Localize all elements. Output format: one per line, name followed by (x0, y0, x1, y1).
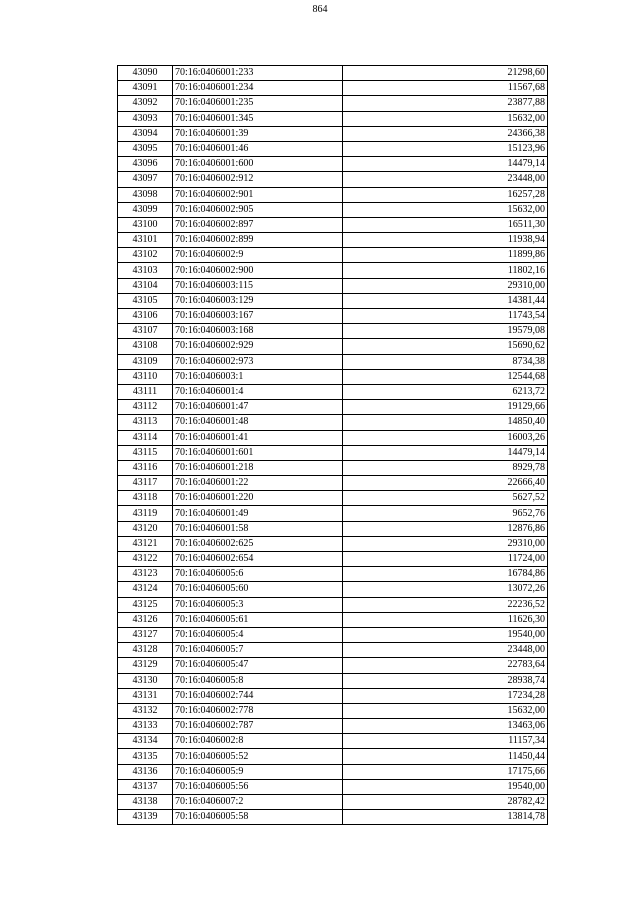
table-row (118, 141, 548, 156)
table-row (118, 384, 548, 399)
cadastral-number-cell: 70:16:0406005:7 (173, 643, 343, 658)
value-cell: 12544,68 (343, 369, 548, 384)
cadastral-number-cell: 70:16:0406002:897 (173, 217, 343, 232)
row-number-cell: 43107 (118, 324, 173, 339)
row-number-cell: 43098 (118, 187, 173, 202)
value-cell: 19540,00 (343, 779, 548, 794)
table-row (118, 369, 548, 384)
cadastral-number-cell: 70:16:0406005:47 (173, 658, 343, 673)
row-number-cell: 43125 (118, 597, 173, 612)
value-cell: 16003,26 (343, 430, 548, 445)
table-row (118, 66, 548, 81)
table-row (118, 582, 548, 597)
table-row (118, 126, 548, 141)
table-row (118, 278, 548, 293)
value-cell: 11450,44 (343, 749, 548, 764)
value-cell: 14479,14 (343, 157, 548, 172)
value-cell: 14850,40 (343, 415, 548, 430)
table-row (118, 430, 548, 445)
table-row (118, 460, 548, 475)
table-row (118, 749, 548, 764)
row-number-cell: 43094 (118, 126, 173, 141)
table-row (118, 96, 548, 111)
cadastral-number-cell: 70:16:0406001:46 (173, 141, 343, 156)
table-row (118, 795, 548, 810)
value-cell: 19129,66 (343, 400, 548, 415)
table-row (118, 688, 548, 703)
table-row (118, 445, 548, 460)
cadastral-number-cell: 70:16:0406003:115 (173, 278, 343, 293)
row-number-cell: 43095 (118, 141, 173, 156)
table-row (118, 400, 548, 415)
cadastral-number-cell: 70:16:0406001:233 (173, 66, 343, 81)
cadastral-number-cell: 70:16:0406002:625 (173, 536, 343, 551)
row-number-cell: 43092 (118, 96, 173, 111)
table-row (118, 233, 548, 248)
value-cell: 17175,66 (343, 764, 548, 779)
cadastral-number-cell: 70:16:0406005:6 (173, 567, 343, 582)
value-cell: 23448,00 (343, 172, 548, 187)
row-number-cell: 43122 (118, 552, 173, 567)
row-number-cell: 43104 (118, 278, 173, 293)
row-number-cell: 43113 (118, 415, 173, 430)
value-cell: 8734,38 (343, 354, 548, 369)
row-number-cell: 43132 (118, 703, 173, 718)
table-row (118, 202, 548, 217)
cadastral-number-cell: 70:16:0406001:235 (173, 96, 343, 111)
value-cell: 16257,28 (343, 187, 548, 202)
value-cell: 13463,06 (343, 719, 548, 734)
value-cell: 16784,86 (343, 567, 548, 582)
cadastral-number-cell: 70:16:0406002:744 (173, 688, 343, 703)
cadastral-number-cell: 70:16:0406002:929 (173, 339, 343, 354)
cadastral-number-cell: 70:16:0406001:47 (173, 400, 343, 415)
table-row (118, 248, 548, 263)
value-cell: 5627,52 (343, 491, 548, 506)
cadastral-number-cell: 70:16:0406001:39 (173, 126, 343, 141)
value-cell: 12876,86 (343, 521, 548, 536)
cadastral-number-cell: 70:16:0406005:3 (173, 597, 343, 612)
cadastral-number-cell: 70:16:0406002:654 (173, 552, 343, 567)
table-row (118, 157, 548, 172)
cadastral-number-cell: 70:16:0406001:345 (173, 111, 343, 126)
value-cell: 9652,76 (343, 506, 548, 521)
table-row (118, 673, 548, 688)
cadastral-number-cell: 70:16:0406001:49 (173, 506, 343, 521)
cadastral-number-cell: 70:16:0406001:218 (173, 460, 343, 475)
row-number-cell: 43116 (118, 460, 173, 475)
row-number-cell: 43091 (118, 81, 173, 96)
cadastral-number-cell: 70:16:0406002:912 (173, 172, 343, 187)
row-number-cell: 43120 (118, 521, 173, 536)
row-number-cell: 43096 (118, 157, 173, 172)
value-cell: 19579,08 (343, 324, 548, 339)
row-number-cell: 43127 (118, 627, 173, 642)
cadastral-number-cell: 70:16:0406002:899 (173, 233, 343, 248)
cadastral-number-cell: 70:16:0406005:60 (173, 582, 343, 597)
cadastral-number-cell: 70:16:0406003:129 (173, 293, 343, 308)
table-row (118, 658, 548, 673)
page-number: 864 (312, 4, 328, 15)
row-number-cell: 43121 (118, 536, 173, 551)
table-row (118, 643, 548, 658)
row-number-cell: 43093 (118, 111, 173, 126)
value-cell: 17234,28 (343, 688, 548, 703)
table-row (118, 612, 548, 627)
value-cell: 6213,72 (343, 384, 548, 399)
cadastral-number-cell: 70:16:0406001:58 (173, 521, 343, 536)
cadastral-number-cell: 70:16:0406002:905 (173, 202, 343, 217)
value-cell: 11743,54 (343, 309, 548, 324)
row-number-cell: 43124 (118, 582, 173, 597)
row-number-cell: 43129 (118, 658, 173, 673)
row-number-cell: 43134 (118, 734, 173, 749)
row-number-cell: 43114 (118, 430, 173, 445)
table-row (118, 111, 548, 126)
table-row (118, 810, 548, 825)
row-number-cell: 43135 (118, 749, 173, 764)
cadastral-number-cell: 70:16:0406001:234 (173, 81, 343, 96)
cadastral-number-cell: 70:16:0406001:220 (173, 491, 343, 506)
cadastral-number-cell: 70:16:0406002:787 (173, 719, 343, 734)
value-cell: 13814,78 (343, 810, 548, 825)
cadastral-number-cell: 70:16:0406002:9 (173, 248, 343, 263)
table-row (118, 764, 548, 779)
row-number-cell: 43099 (118, 202, 173, 217)
cadastral-number-cell: 70:16:0406005:56 (173, 779, 343, 794)
cadastral-number-cell: 70:16:0406002:778 (173, 703, 343, 718)
value-cell: 8929,78 (343, 460, 548, 475)
cadastral-number-cell: 70:16:0406001:600 (173, 157, 343, 172)
cadastral-number-cell: 70:16:0406002:8 (173, 734, 343, 749)
value-cell: 22783,64 (343, 658, 548, 673)
value-cell: 15690,62 (343, 339, 548, 354)
row-number-cell: 43139 (118, 810, 173, 825)
table-row (118, 309, 548, 324)
cadastral-number-cell: 70:16:0406005:8 (173, 673, 343, 688)
value-cell: 22236,52 (343, 597, 548, 612)
table-row (118, 81, 548, 96)
value-cell: 14479,14 (343, 445, 548, 460)
cadastral-number-cell: 70:16:0406005:9 (173, 764, 343, 779)
value-cell: 15632,00 (343, 703, 548, 718)
row-number-cell: 43126 (118, 612, 173, 627)
row-number-cell: 43106 (118, 309, 173, 324)
value-cell: 15632,00 (343, 202, 548, 217)
row-number-cell: 43111 (118, 384, 173, 399)
row-number-cell: 43133 (118, 719, 173, 734)
table-row (118, 703, 548, 718)
cadastral-number-cell: 70:16:0406005:58 (173, 810, 343, 825)
row-number-cell: 43138 (118, 795, 173, 810)
row-number-cell: 43136 (118, 764, 173, 779)
value-cell: 21298,60 (343, 66, 548, 81)
cadastral-number-cell: 70:16:0406002:973 (173, 354, 343, 369)
cadastral-number-cell: 70:16:0406005:52 (173, 749, 343, 764)
table-row (118, 597, 548, 612)
row-number-cell: 43117 (118, 476, 173, 491)
value-cell: 29310,00 (343, 536, 548, 551)
row-number-cell: 43119 (118, 506, 173, 521)
value-cell: 11567,68 (343, 81, 548, 96)
value-cell: 11626,30 (343, 612, 548, 627)
table-body (118, 66, 548, 825)
table-row (118, 263, 548, 278)
row-number-cell: 43123 (118, 567, 173, 582)
value-cell: 15632,00 (343, 111, 548, 126)
cadastral-number-cell: 70:16:0406003:168 (173, 324, 343, 339)
cadastral-number-cell: 70:16:0406001:601 (173, 445, 343, 460)
value-cell: 11724,00 (343, 552, 548, 567)
row-number-cell: 43109 (118, 354, 173, 369)
row-number-cell: 43118 (118, 491, 173, 506)
value-cell: 24366,38 (343, 126, 548, 141)
cadastral-number-cell: 70:16:0406001:41 (173, 430, 343, 445)
value-cell: 13072,26 (343, 582, 548, 597)
value-cell: 22666,40 (343, 476, 548, 491)
row-number-cell: 43108 (118, 339, 173, 354)
value-cell: 29310,00 (343, 278, 548, 293)
table-row (118, 293, 548, 308)
table-row (118, 217, 548, 232)
table-row (118, 734, 548, 749)
value-cell: 11938,94 (343, 233, 548, 248)
cadastral-number-cell: 70:16:0406005:61 (173, 612, 343, 627)
cadastral-number-cell: 70:16:0406003:1 (173, 369, 343, 384)
value-cell: 23448,00 (343, 643, 548, 658)
table-row (118, 627, 548, 642)
table-row (118, 354, 548, 369)
table-row (118, 506, 548, 521)
value-cell: 23877,88 (343, 96, 548, 111)
table-row (118, 536, 548, 551)
row-number-cell: 43131 (118, 688, 173, 703)
table-row (118, 521, 548, 536)
row-number-cell: 43130 (118, 673, 173, 688)
row-number-cell: 43100 (118, 217, 173, 232)
value-cell: 28782,42 (343, 795, 548, 810)
table-row (118, 552, 548, 567)
value-cell: 19540,00 (343, 627, 548, 642)
row-number-cell: 43101 (118, 233, 173, 248)
table-row (118, 719, 548, 734)
row-number-cell: 43112 (118, 400, 173, 415)
table-row (118, 172, 548, 187)
value-cell: 28938,74 (343, 673, 548, 688)
row-number-cell: 43103 (118, 263, 173, 278)
row-number-cell: 43105 (118, 293, 173, 308)
value-cell: 11802,16 (343, 263, 548, 278)
table-row (118, 476, 548, 491)
cadastral-number-cell: 70:16:0406007:2 (173, 795, 343, 810)
value-cell: 14381,44 (343, 293, 548, 308)
cadastral-number-cell: 70:16:0406001:48 (173, 415, 343, 430)
table-row (118, 491, 548, 506)
row-number-cell: 43097 (118, 172, 173, 187)
cadastral-number-cell: 70:16:0406001:4 (173, 384, 343, 399)
row-number-cell: 43110 (118, 369, 173, 384)
row-number-cell: 43128 (118, 643, 173, 658)
value-cell: 11899,86 (343, 248, 548, 263)
value-cell: 16511,30 (343, 217, 548, 232)
value-cell: 15123,96 (343, 141, 548, 156)
row-number-cell: 43115 (118, 445, 173, 460)
cadastral-number-cell: 70:16:0406002:900 (173, 263, 343, 278)
cadastral-number-cell: 70:16:0406001:22 (173, 476, 343, 491)
cadastral-number-cell: 70:16:0406002:901 (173, 187, 343, 202)
table-row (118, 567, 548, 582)
table-row (118, 339, 548, 354)
table-row (118, 779, 548, 794)
row-number-cell: 43090 (118, 66, 173, 81)
row-number-cell: 43137 (118, 779, 173, 794)
cadastral-number-cell: 70:16:0406003:167 (173, 309, 343, 324)
table-row (118, 324, 548, 339)
data-table (117, 65, 548, 825)
row-number-cell: 43102 (118, 248, 173, 263)
table-row (118, 415, 548, 430)
value-cell: 11157,34 (343, 734, 548, 749)
table-row (118, 187, 548, 202)
cadastral-number-cell: 70:16:0406005:4 (173, 627, 343, 642)
